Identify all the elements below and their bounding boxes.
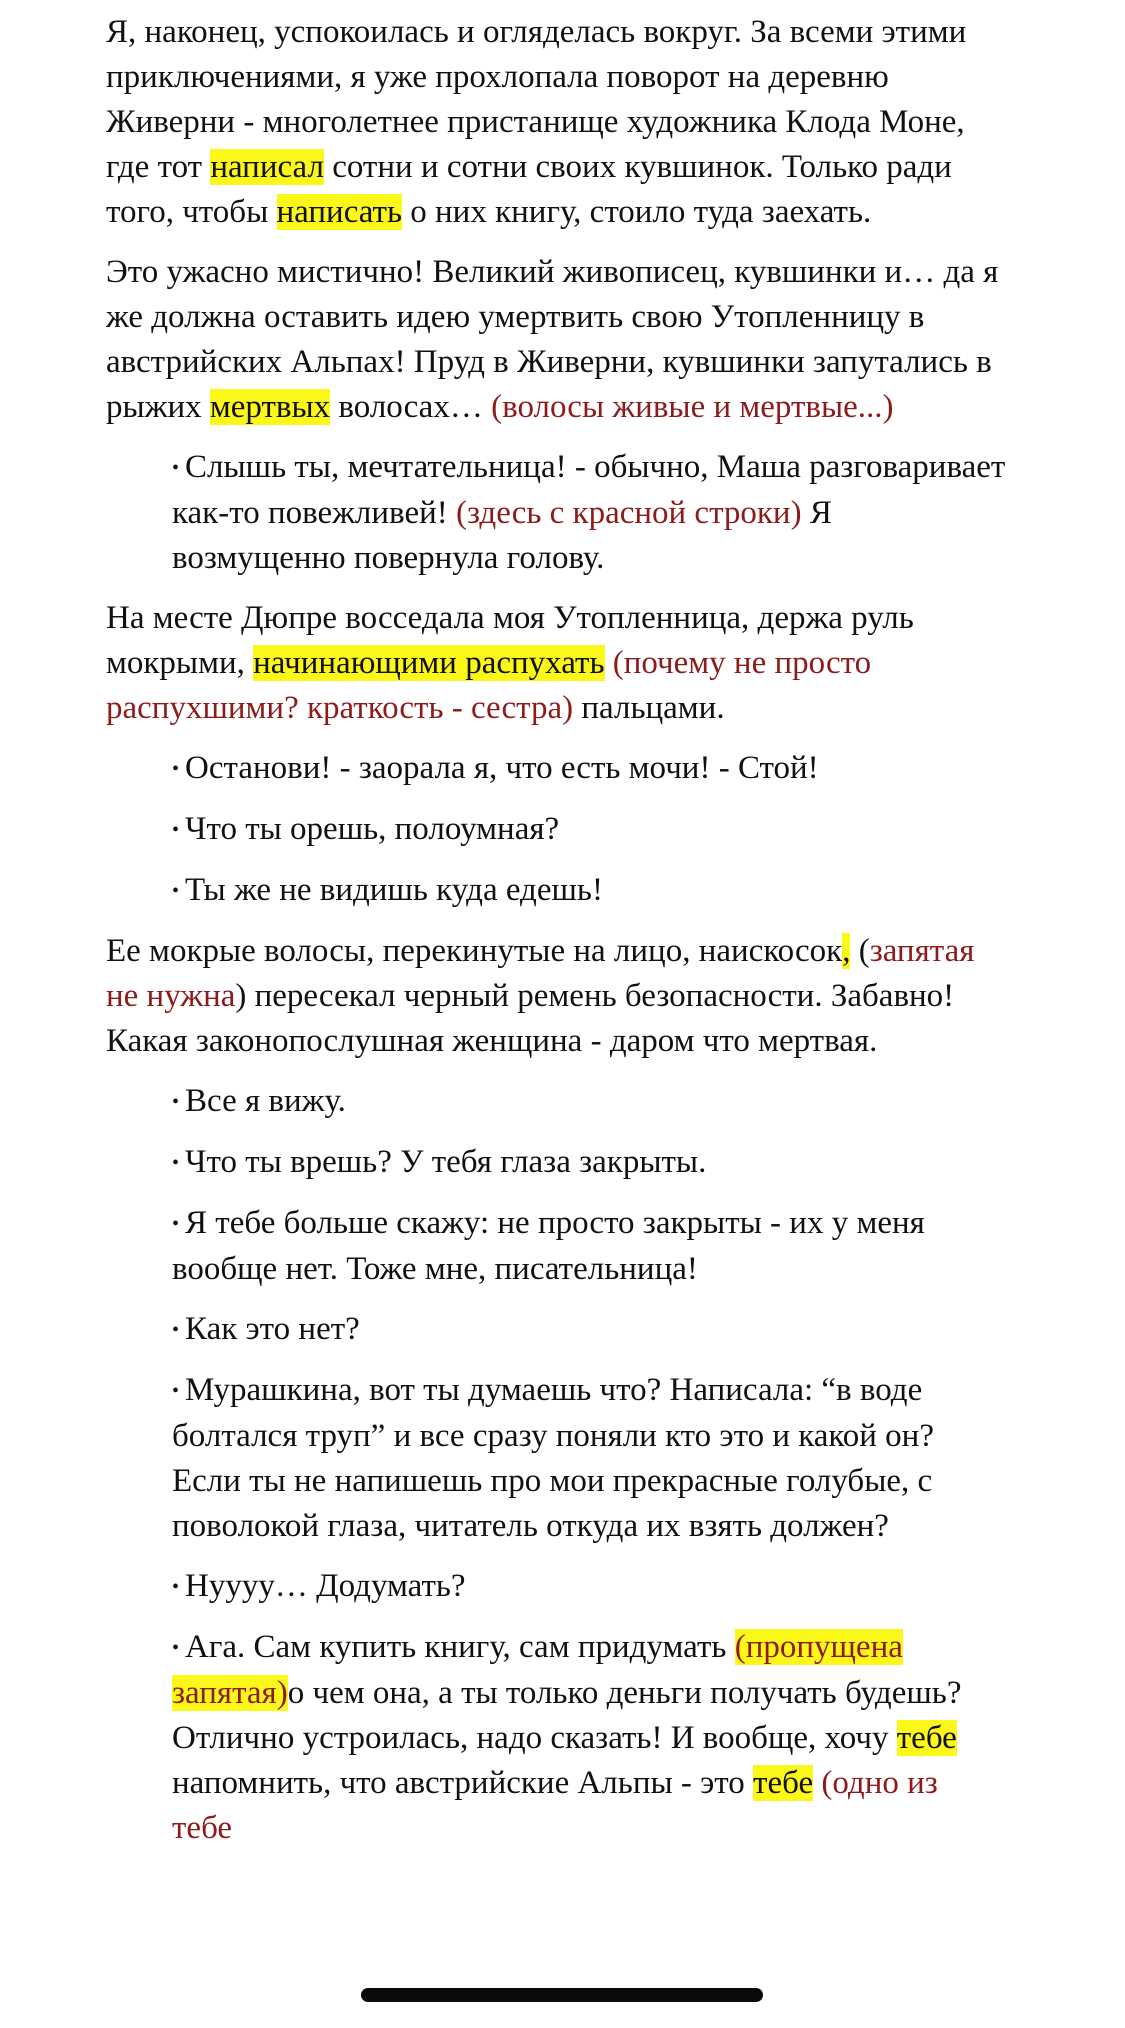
dialogue-line bbox=[172, 1140, 1006, 1186]
highlighted-text: написать bbox=[276, 194, 403, 230]
narrative-paragraph bbox=[106, 10, 1006, 235]
dialogue-line bbox=[172, 445, 1006, 581]
text-segment bbox=[605, 645, 613, 681]
dialogue-line bbox=[172, 1564, 1006, 1610]
text-segment: о них книгу, стоило туда заехать. bbox=[402, 194, 872, 230]
bullet-marker: • bbox=[172, 758, 180, 780]
text-segment: На месте Дюпре восседала моя Утопленница, держа руль мокрыми, bbox=[106, 600, 914, 681]
text-segment: Как это нет? bbox=[185, 1311, 360, 1347]
bullet-marker: • bbox=[172, 1319, 180, 1341]
editor-note: (почему не просто распухшими? краткость - сестра) bbox=[106, 645, 872, 726]
text-segment: сотни и сотни своих кувшинок. Только ради того, чтобы bbox=[106, 149, 952, 230]
text-segment: Это ужасно мистично! Великий живописец, кувшинки и… да я же должна оставить идею умертвить свою Утопленницу в австрийских Альпах! Пруд в Живерни, кувшинки запутались в рыжих bbox=[106, 254, 999, 425]
dialogue-line bbox=[172, 1201, 1006, 1292]
highlighted-text: тебе bbox=[753, 1765, 814, 1801]
highlighted-text: тебе bbox=[896, 1720, 957, 1756]
dialogue-line bbox=[172, 1368, 1006, 1549]
text-segment: ) пересекал черный ремень безопасности. Забавно! Какая законопослушная женщина - даром что мертвая. bbox=[106, 978, 955, 1059]
text-segment: Что ты орешь, полоумная? bbox=[185, 811, 560, 847]
bullet-marker: • bbox=[172, 457, 180, 479]
dialogue-line bbox=[172, 1307, 1006, 1353]
text-segment: о чем она, а ты только деньги получать будешь? Отлично устроилась, надо сказать! И вообще, хочу bbox=[172, 1675, 962, 1756]
highlighted-text: , bbox=[842, 933, 851, 969]
bottom-edge bbox=[0, 2016, 1125, 2028]
editor-note: запятая не нужна bbox=[106, 933, 975, 1014]
text-segment: Что ты врешь? У тебя глаза закрыты. bbox=[185, 1144, 707, 1180]
text-segment: Нуууу… Додумать? bbox=[185, 1568, 466, 1604]
text-segment: Ее мокрые волосы, перекинутые на лицо, наискосок bbox=[106, 933, 843, 969]
text-segment: Ага. Сам купить книгу, сам придумать bbox=[185, 1629, 735, 1665]
highlighted-text: написал bbox=[210, 149, 324, 185]
document-body bbox=[106, 10, 1006, 1866]
bullet-marker: • bbox=[172, 1637, 180, 1659]
dialogue-line bbox=[172, 1079, 1006, 1125]
dialogue-line bbox=[172, 807, 1006, 853]
text-segment: Я тебе больше скажу: не просто закрыты - их у меня вообще нет. Тоже мне, писательница! bbox=[172, 1205, 925, 1287]
text-segment: Все я вижу. bbox=[185, 1083, 346, 1119]
text-segment: волосах… bbox=[330, 389, 492, 425]
text-segment: Ты же не видишь куда едешь! bbox=[185, 872, 603, 908]
narrative-paragraph bbox=[106, 250, 1006, 430]
bullet-marker: • bbox=[172, 1213, 180, 1235]
dialogue-line bbox=[172, 868, 1006, 914]
highlighted-editor-note: (пропущена запятая) bbox=[172, 1629, 903, 1711]
text-segment: Мурашкина, вот ты думаешь что? Написала: “в воде болтался труп” и все сразу поняли кто это и какой он? Если ты не напишешь про мои прекрасные голубые, с поволокой глаза, читатель откуда их взять должен? bbox=[172, 1372, 934, 1544]
bullet-marker: • bbox=[172, 880, 180, 902]
editor-note: (здесь с красной строки) bbox=[456, 495, 802, 531]
home-indicator[interactable] bbox=[361, 1988, 763, 2002]
text-segment: ( bbox=[850, 933, 870, 969]
text-segment: Слышь ты, мечтательница! - обычно, Маша разговаривает как-то повежливей! bbox=[172, 449, 1006, 531]
bullet-marker: • bbox=[172, 1380, 180, 1402]
editor-note: (волосы живые и мертвые...) bbox=[491, 389, 894, 425]
bullet-marker: • bbox=[172, 1091, 180, 1113]
highlighted-text: мертвых bbox=[209, 389, 331, 425]
text-segment: Я возмущенно повернула голову. bbox=[172, 495, 832, 576]
text-segment: Останови! - заорала я, что есть мочи! - Стой! bbox=[185, 750, 819, 786]
narrative-paragraph bbox=[106, 929, 1006, 1064]
highlighted-text: начинающими распухать bbox=[253, 645, 605, 681]
text-segment: пальцами. bbox=[573, 690, 725, 726]
dialogue-line bbox=[172, 746, 1006, 792]
editor-note: (одно из тебе bbox=[172, 1765, 938, 1846]
text-segment: Я, наконец, успокоилась и огляделась вокруг. За всеми этими приключениями, я уже прохлопала поворот на деревню Живерни - многолетнее пристанище художника Клода Моне, где тот bbox=[106, 14, 967, 185]
narrative-paragraph bbox=[106, 596, 1006, 731]
bullet-marker: • bbox=[172, 819, 180, 841]
bullet-marker: • bbox=[172, 1152, 180, 1174]
dialogue-line bbox=[172, 1625, 1006, 1851]
text-segment: напомнить, что австрийские Альпы - это bbox=[172, 1765, 754, 1801]
bullet-marker: • bbox=[172, 1576, 180, 1598]
